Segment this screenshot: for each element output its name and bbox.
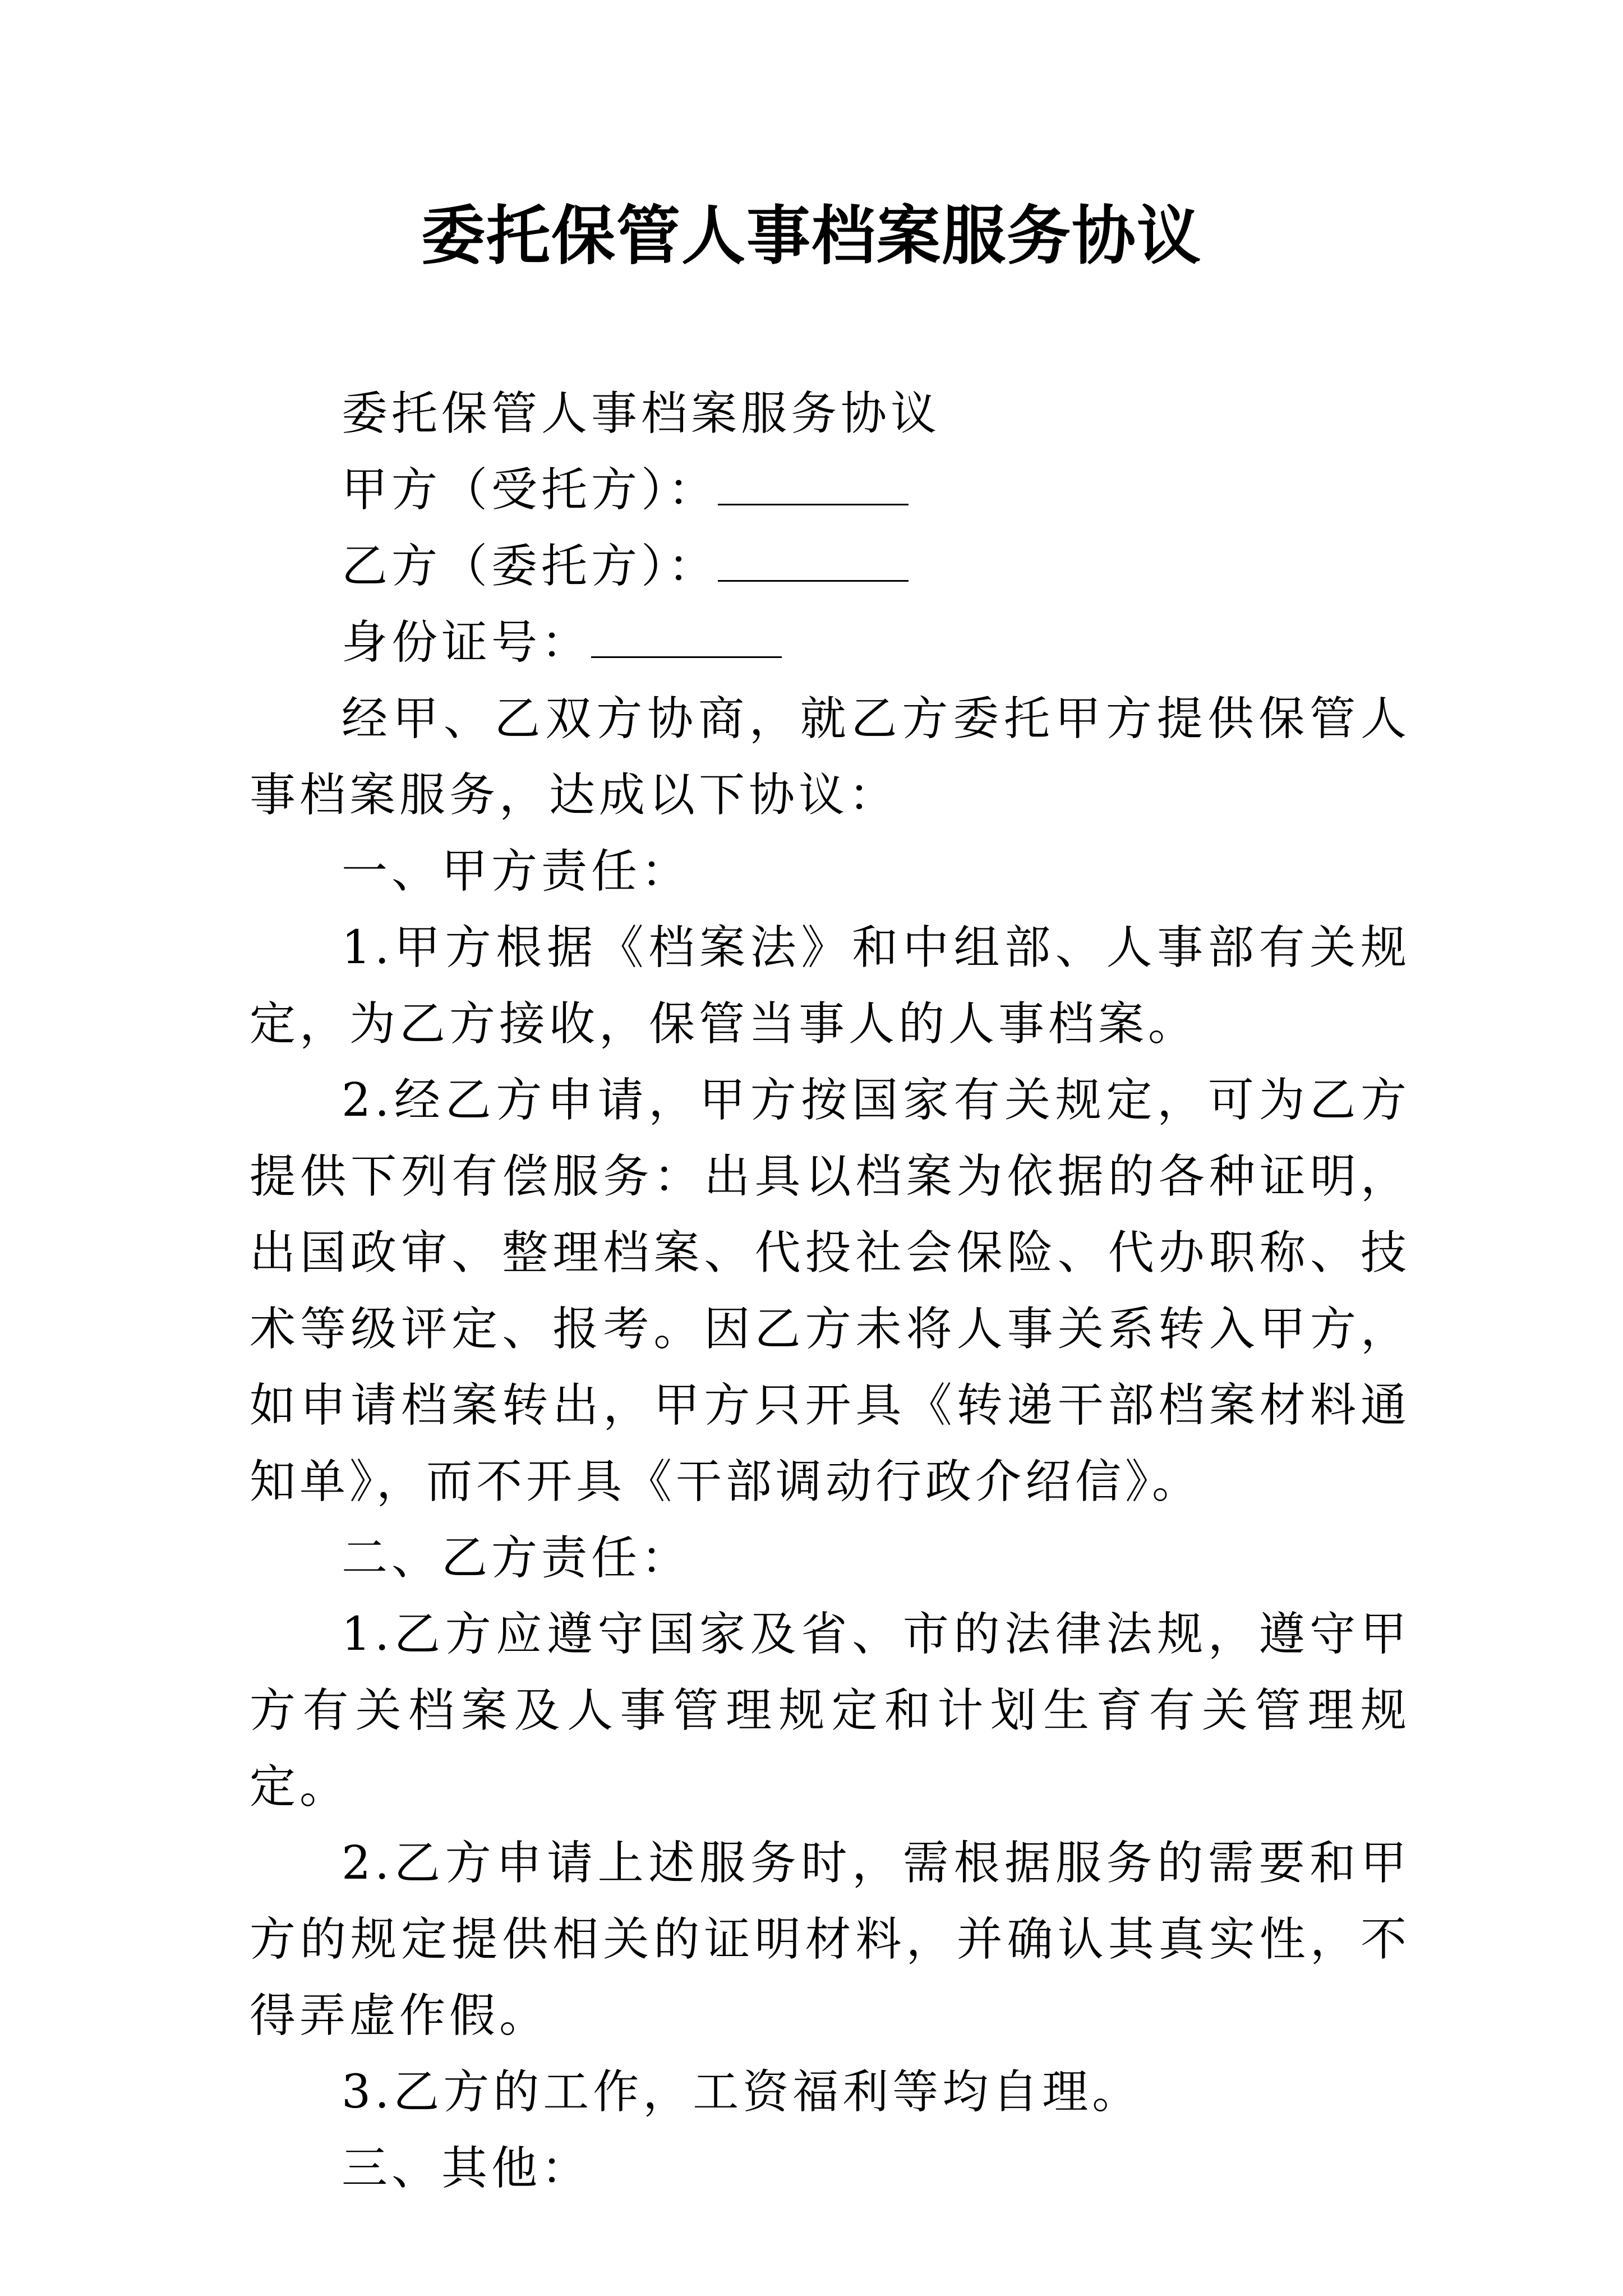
party-b-blank — [718, 539, 909, 582]
subtitle: 委托保管人事档案服务协议 — [342, 387, 941, 440]
id-label: 身份证号： — [342, 616, 592, 669]
party-b-label: 乙方（委托方）： — [342, 540, 718, 593]
document-title: 委托保管人事档案服务协议 — [421, 198, 1202, 273]
section1-item2: 2.经乙方申请，甲方按国家有关规定，可为乙方提供下列有偿服务：出具以档案为依据的各种证明，出国政审、整理档案、代投社会保险、代办职称、技术等级评定、报考。因乙方未将人事关系转入甲方，如申请档案转出，甲方只开具《转递干部档案材料通知单》，而不开具《干部调动行政介绍信》。 — [250, 1074, 1410, 1508]
party-b-line — [250, 528, 1410, 605]
section2-item2: 2.乙方申请上述服务时，需根据服务的需要和甲方的规定提供相关的证明材料，并确认其真实性，不得弄虚作假。 — [250, 1837, 1410, 2042]
id-line — [250, 605, 1410, 681]
section3-heading: 三、其他： — [342, 2142, 592, 2195]
section1-item1: 1.甲方根据《档案法》和中组部、人事部有关规定，为乙方接收，保管当事人的人事档案。 — [250, 921, 1410, 1051]
section2-item3: 3.乙方的工作，工资福利等均自理。 — [342, 2065, 1142, 2119]
section1-heading: 一、甲方责任： — [342, 845, 691, 898]
section2-item1: 1.乙方应遵守国家及省、市的法律法规，遵守甲方有关档案及人事管理规定和计划生育有关管理规定。 — [250, 1608, 1410, 1814]
party-a-blank — [718, 462, 909, 505]
id-blank — [591, 615, 782, 658]
party-a-line — [250, 452, 1410, 528]
section2-heading: 二、乙方责任： — [342, 1531, 691, 1585]
intro-paragraph: 经甲、乙双方协商，就乙方委托甲方提供保管人事档案服务，达成以下协议： — [250, 692, 1410, 822]
document-body — [250, 376, 1410, 2207]
party-a-label: 甲方（受托方）： — [342, 463, 718, 517]
